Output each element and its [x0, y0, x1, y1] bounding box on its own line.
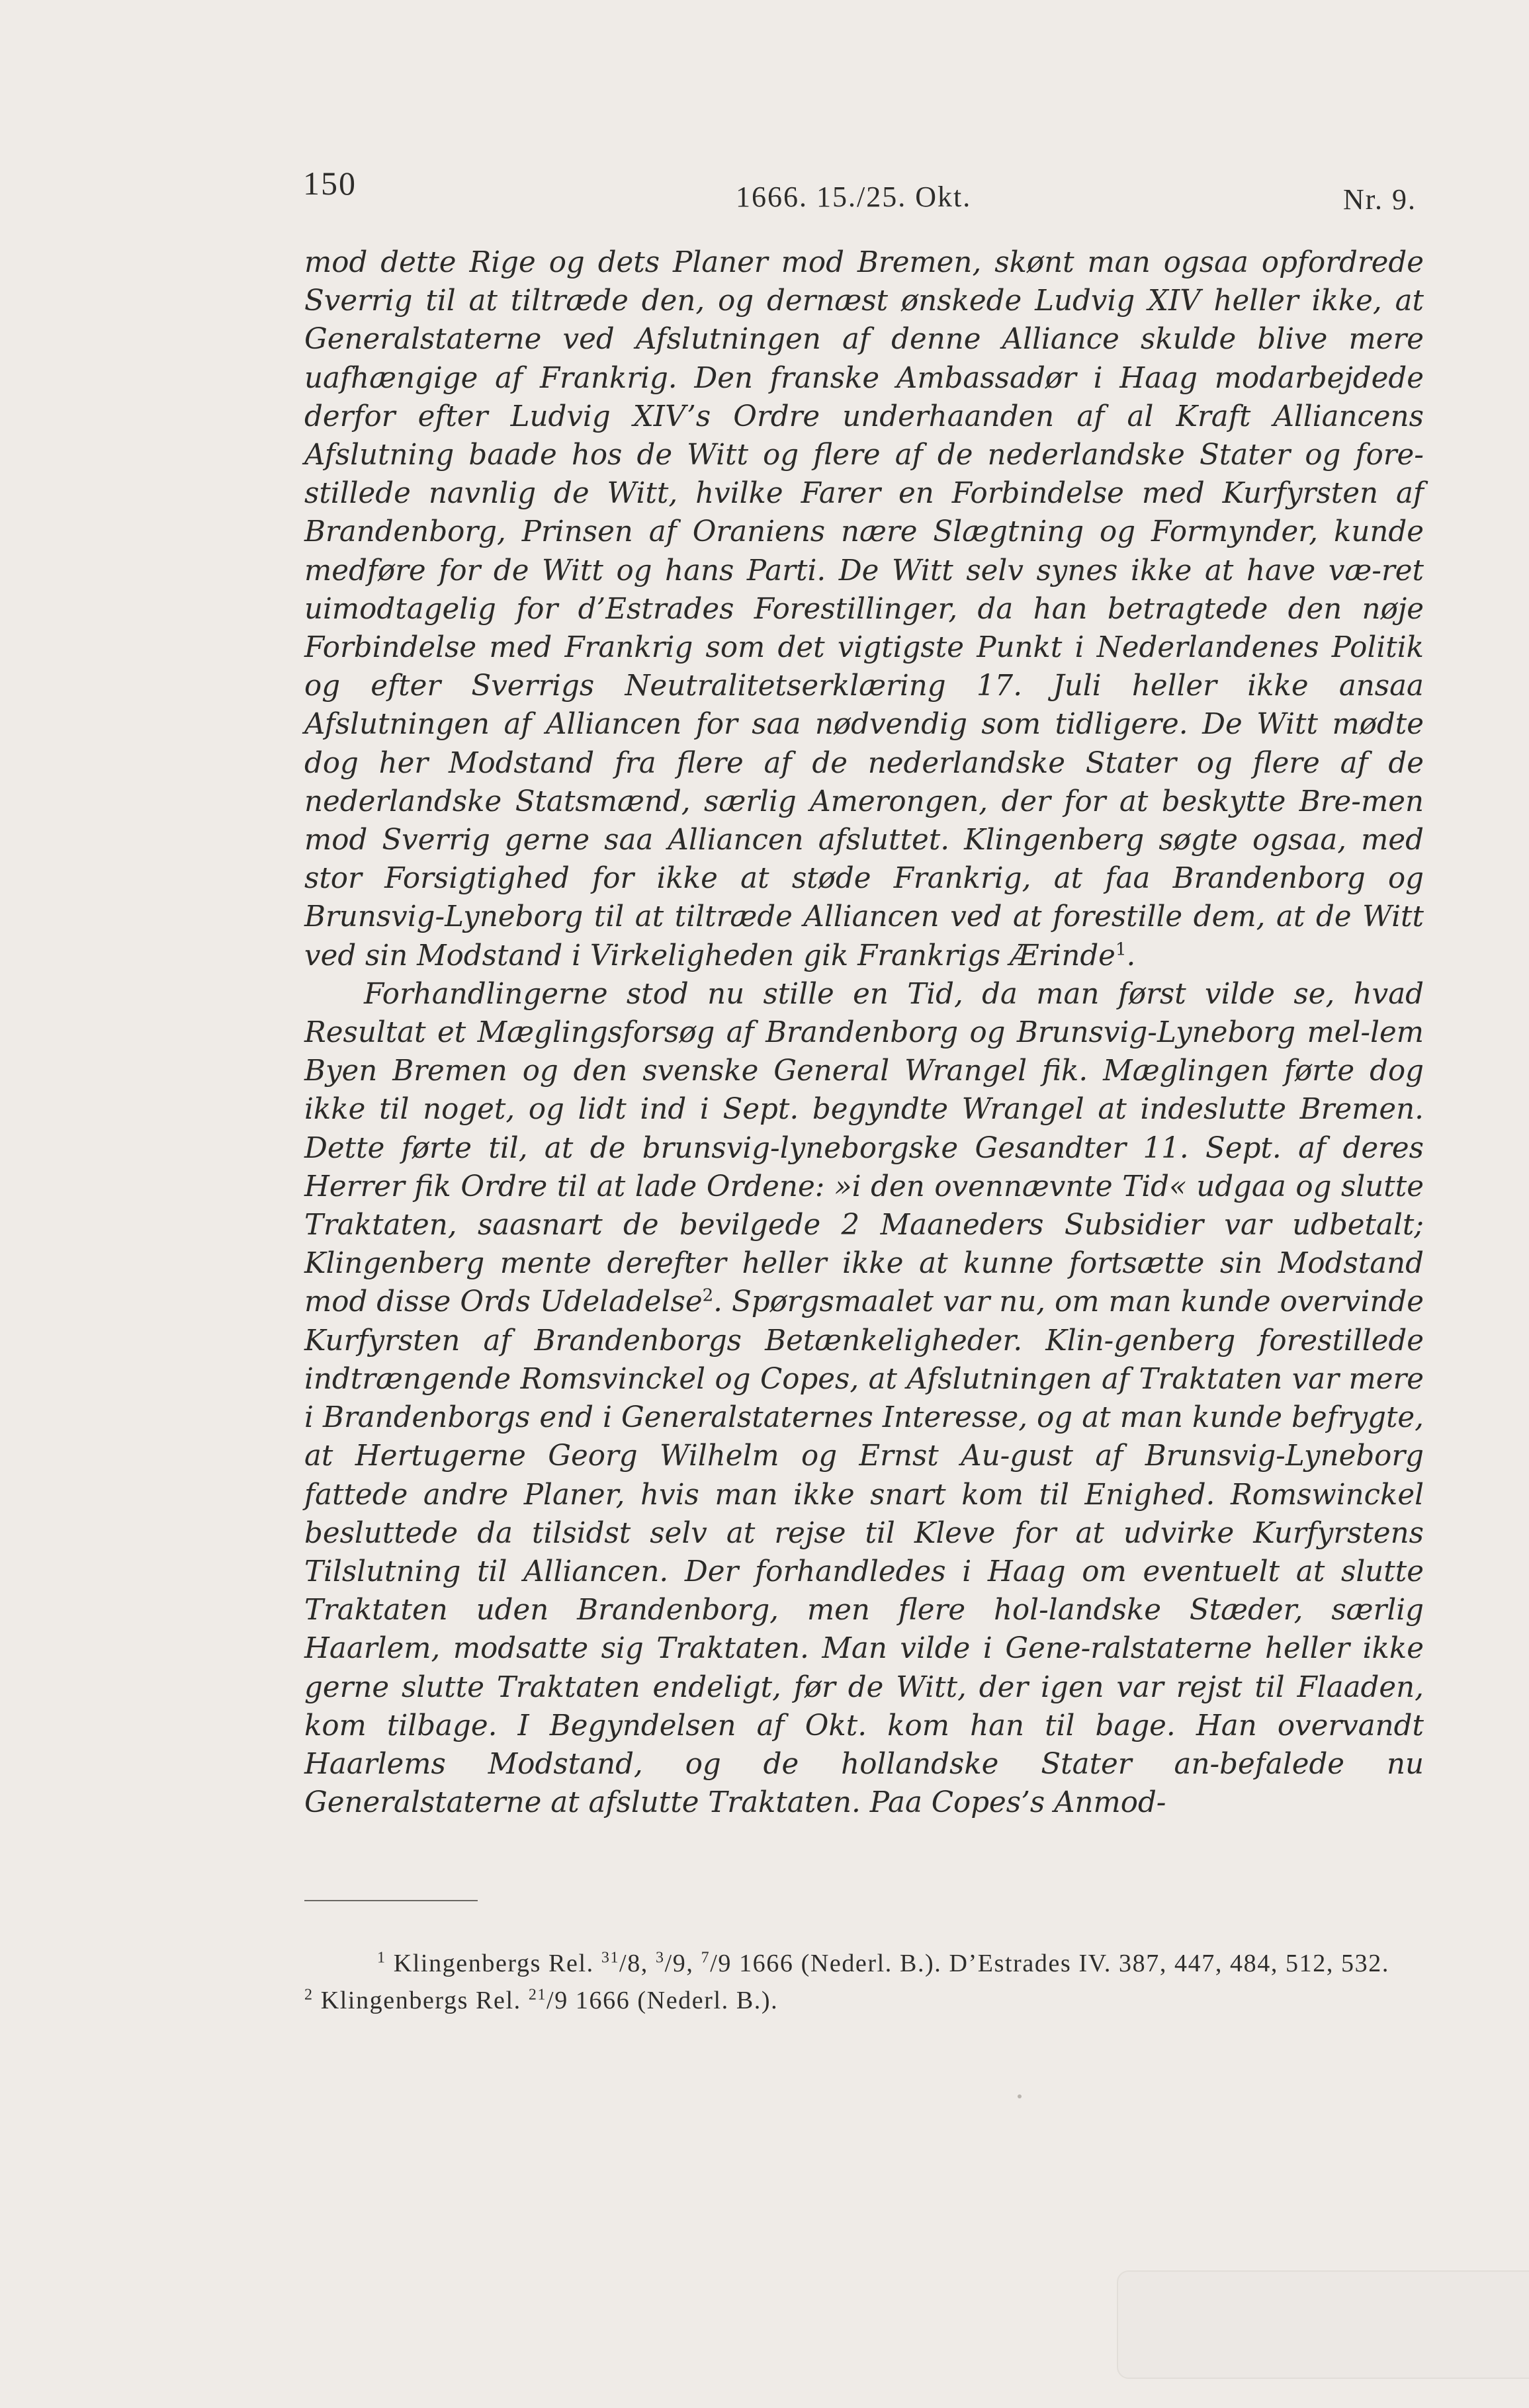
- scan-artifact: [1117, 2270, 1529, 2379]
- footnote-1-marker: 1: [377, 1949, 386, 1967]
- running-head-document-number: Nr. 9.: [1343, 183, 1417, 216]
- footnote-2-date-num: 21: [528, 1986, 547, 2004]
- scan-speck: [1018, 2094, 1022, 2098]
- footnote-2-text-b: 1666 (Nederl. B.).: [568, 1987, 779, 2014]
- footnote-2-text-a: Klingenbergs Rel.: [320, 1987, 521, 2014]
- paragraph-1: [304, 243, 1424, 975]
- footnote-ref-2: 2: [702, 1285, 714, 1306]
- footnote-1-date-2-num: 3: [656, 1949, 665, 1967]
- footnote-1-text-a: Klingenbergs Rel.: [393, 1950, 594, 1977]
- paragraph-2: [304, 975, 1424, 1822]
- footnote-1-date-3-den: /9: [710, 1950, 732, 1977]
- footnotes: [304, 1945, 1429, 2019]
- footnote-1-text-b: 1666 (Nederl. B.). D’Estrades IV. 387, 447, 484, 512, 532.: [731, 1950, 1389, 1977]
- footnote-1-date-2-den: /9,: [664, 1950, 701, 1977]
- footnote-1-date-1-den: /8,: [619, 1950, 656, 1977]
- footnote-2-date-den: /9: [546, 1987, 568, 2014]
- paragraph-1-text: mod dette Rige og dets Planer mod Bremen, skønt man ogsaa opfordrede Sverrig til at tiltræde den, og dernæst ønskede Ludvig XIV heller ikke, at Generalstaterne ved Afslutningen af denne Alliance skulde blive mere uafhængige af Frankrig. Den franske Ambassadør i Haag modarbejdede derfor efter Ludvig XIV’s Ordre underhaanden af al Kraft Alliancens Afslutning baade hos de Witt og flere af de nederlandske Stater og fore-stillede navnlig de Witt, hvilke Farer en Forbindelse med Kurfyrsten af Brandenborg, Prinsen af Oraniens nære Slægtning og Formynder, kunde medføre for de Witt og hans Parti. De Witt selv synes ikke at have væ-ret uimodtagelig for d’Estrades Forestillinger, da han betragtede den nøje Forbindelse med Frankrig som det vigtigste Punkt i Nederlandenes Politik og efter Sverrigs Neutralitetserklæring 17. Juli heller ikke ansaa Afslutningen af Alliancen for saa nødvendig som tidligere. De Witt mødte dog her Modstand fra flere af de nederlandske Stater og flere af de nederlandske Statsmænd, særlig Amerongen, der for at beskytte Bre-men mod Sverrig gerne saa Alliancen afsluttet. Klingenberg søgte ogsaa, med stor Forsigtighed for ikke at støde Frankrig, at faa Brandenborg og Brunsvig-Lyneborg til at tiltræde Alliancen ved at forestille dem, at de Witt ved sin Modstand i Virkeligheden gik Frankrigs Ærinde: [304, 246, 1424, 972]
- paragraph-2-text-a: Forhandlingerne stod nu stille en Tid, da man først vilde se, hvad Resultat et Mæglingsforsøg af Brandenborg og Brunsvig-Lyneborg mel-lem Byen Bremen og den svenske General Wrangel fik. Mæglingen førte dog ikke til noget, og lidt ind i Sept. begyndte Wrangel at indeslutte Bremen. Dette førte til, at de brunsvig-lyneborgske Gesandter 11. Sept. af deres Herrer fik Ordre til at lade Ordene: »i den ovennævnte Tid« udgaa og slutte Traktaten, saasnart de bevilgede 2 Maaneders Subsidier var udbetalt; Klingenberg mente derefter heller ikke at kunne fortsætte sin Modstand mod disse Ords Udeladelse: [304, 977, 1424, 1319]
- footnote-1-date-3-num: 7: [701, 1949, 711, 1967]
- footnote-1-date-1-num: 31: [601, 1949, 620, 1967]
- page-number: 150: [303, 165, 357, 202]
- paragraph-1-end: .: [1126, 939, 1136, 972]
- footnote-ref-1: 1: [1115, 939, 1127, 960]
- footnote-1: [304, 1945, 1429, 2019]
- body-text: [304, 243, 1424, 1822]
- footnote-divider: [304, 1900, 478, 1901]
- paragraph-2-text-b: . Spørgsmaalet var nu, om man kunde overvinde Kurfyrsten af Brandenborgs Betænkeligheder. Klin-genberg forestillede indtrængende Romsvinckel og Copes, at Afslutningen af Traktaten var mere i Brandenborgs end i Generalstaternes Interesse, og at man kunde befrygte, at Hertugerne Georg Wilhelm og Ernst Au-gust af Brunsvig-Lyneborg fattede andre Planer, hvis man ikke snart kom til Enighed. Romswinckel besluttede da tilsidst selv at rejse til Kleve for at udvirke Kurfyrstens Tilslutning til Alliancen. Der forhandledes i Haag om eventuelt at slutte Traktaten uden Brandenborg, men flere hol-landske Stæder, særlig Haarlem, modsatte sig Traktaten. Man vilde i Gene-ralstaterne heller ikke gerne slutte Traktaten endeligt, før de Witt, der igen var rejst til Flaaden, kom tilbage. I Begyndelsen af Okt. kom han til bage. Han overvandt Haarlems Modstand, og de hollandske Stater an-befalede nu Generalstaterne at afslutte Traktaten. Paa Copes’s Anmod-: [304, 1285, 1424, 1820]
- footnote-2-marker: 2: [304, 1986, 314, 2004]
- running-head-date: 1666. 15./25. Okt.: [736, 181, 972, 213]
